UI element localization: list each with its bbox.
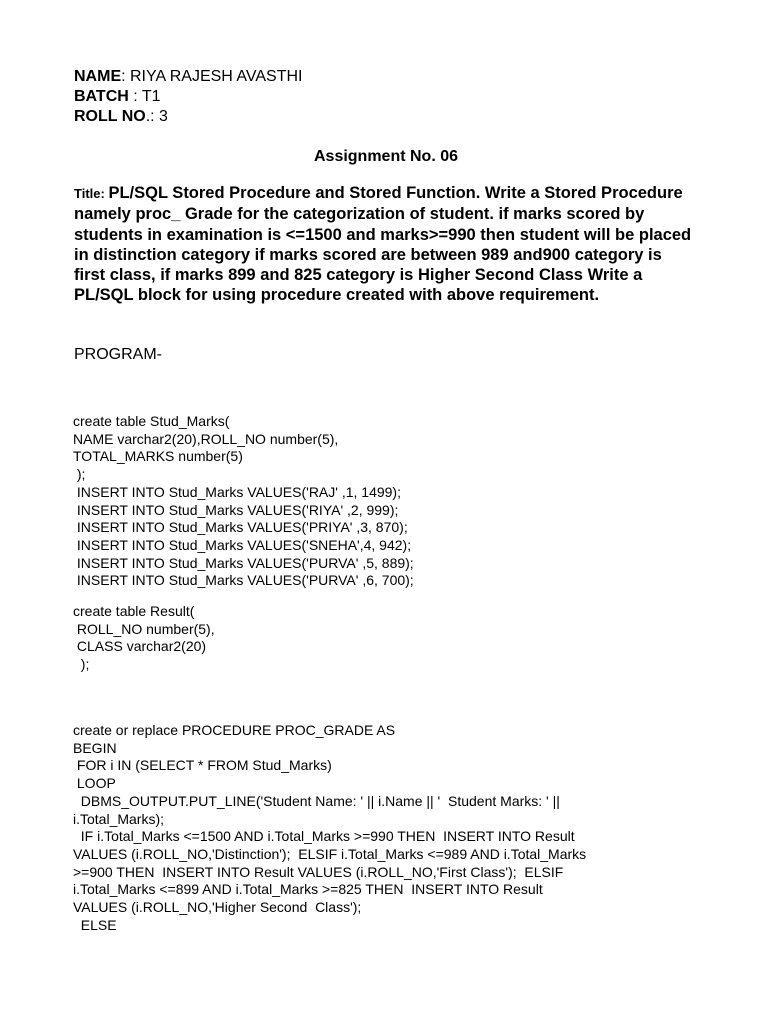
batch-label: BATCH	[74, 88, 129, 105]
student-name-line	[74, 67, 303, 87]
code-line: INSERT INTO Stud_Marks VALUES('RIYA' ,2, 999);	[73, 501, 399, 518]
title-text: PL/SQL Stored Procedure and Stored Function. Write a Stored Procedure namely proc_ Grade for the categorization of student. if marks scored by students in examination is <=1500 and marks>=990 then student will be placed in distinction category if marks scored are between 989 and900 category is first class, if marks 899 and 825 category is Higher Second Class Write a PL/SQL block for using procedure created with above requirement.	[74, 184, 692, 305]
create-stud-marks-code-block	[73, 413, 414, 590]
code-line: create or replace PROCEDURE PROC_GRADE AS	[73, 722, 396, 738]
code-line: VALUES (i.ROLL_NO,'Higher Second Class');	[73, 899, 362, 916]
name-label: NAME	[74, 68, 122, 85]
code-line: LOOP	[73, 775, 116, 792]
batch-line	[74, 87, 161, 107]
code-line: ELSE	[73, 916, 117, 933]
title-label: Title:	[74, 186, 109, 201]
assignment-description	[74, 183, 694, 306]
code-line: create table Stud_Marks(	[73, 413, 230, 429]
code-line: );	[73, 656, 90, 673]
code-line: BEGIN	[73, 739, 117, 756]
code-line: );	[73, 466, 86, 483]
roll-no-line	[74, 107, 168, 127]
code-line: INSERT INTO Stud_Marks VALUES('PURVA' ,6, 700);	[73, 572, 414, 589]
batch-value: : T1	[128, 88, 161, 105]
code-line: IF i.Total_Marks <=1500 AND i.Total_Marks >=990 THEN INSERT INTO Result	[73, 828, 575, 845]
code-line: NAME varchar2(20),ROLL_NO number(5),	[73, 430, 339, 447]
code-line: ROLL_NO number(5),	[73, 620, 215, 637]
code-line: VALUES (i.ROLL_NO,'Distinction'); ELSIF i.Total_Marks <=989 AND i.Total_Marks	[73, 845, 587, 862]
code-line: create table Result(	[73, 603, 195, 619]
procedure-code-block	[73, 722, 586, 934]
code-line: INSERT INTO Stud_Marks VALUES('SNEHA',4, 942);	[73, 536, 412, 553]
code-line: INSERT INTO Stud_Marks VALUES('RAJ' ,1, 1499);	[73, 483, 401, 500]
name-value: : RIYA RAJESH AVASTHI	[121, 68, 303, 85]
code-line: i.Total_Marks);	[73, 810, 165, 827]
code-line: >=900 THEN INSERT INTO Result VALUES (i.ROLL_NO,'First Class'); ELSIF	[73, 863, 564, 880]
code-line: TOTAL_MARKS number(5)	[73, 448, 243, 465]
roll-no-value: .: 3	[145, 108, 168, 125]
code-line: INSERT INTO Stud_Marks VALUES('PRIYA' ,3, 870);	[73, 519, 408, 536]
create-result-code-block	[73, 603, 215, 674]
roll-no-label: ROLL NO	[74, 108, 146, 125]
code-line: i.Total_Marks <=899 AND i.Total_Marks >=825 THEN INSERT INTO Result	[73, 881, 543, 898]
code-line: INSERT INTO Stud_Marks VALUES('PURVA' ,5, 889);	[73, 554, 414, 571]
code-line: FOR i IN (SELECT * FROM Stud_Marks)	[73, 757, 332, 774]
program-label: PROGRAM-	[74, 346, 162, 363]
code-line: DBMS_OUTPUT.PUT_LINE('Student Name: ' || i.Name || ' Student Marks: ' ||	[73, 792, 560, 809]
assignment-title: Assignment No. 06	[313, 148, 459, 165]
code-line: CLASS varchar2(20)	[73, 638, 207, 655]
